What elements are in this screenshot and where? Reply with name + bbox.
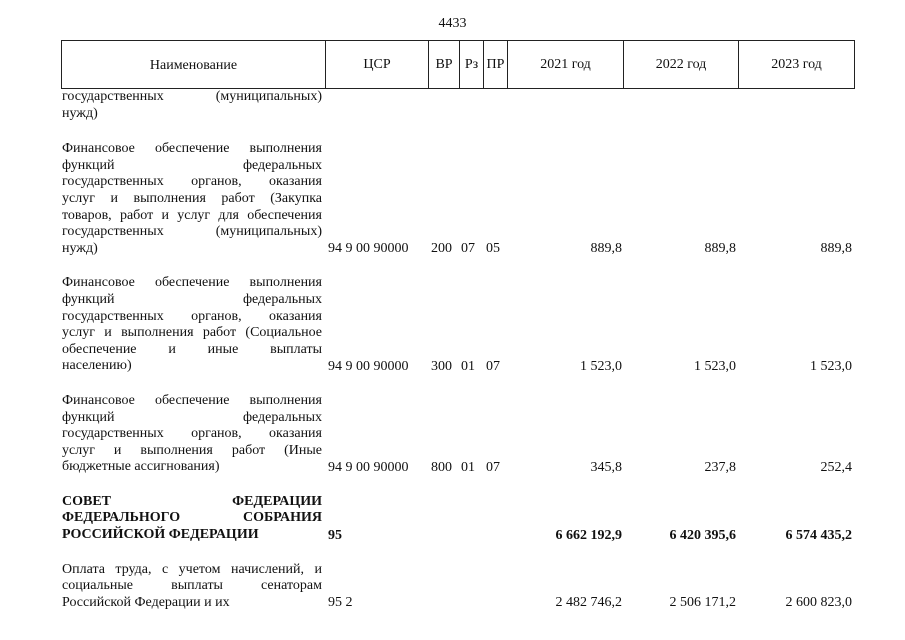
cell-csr: 94 9 00 90000 xyxy=(328,241,409,257)
cell-rz: 01 xyxy=(461,358,475,374)
cell-rz: 01 xyxy=(461,459,475,475)
cell-pr: 05 xyxy=(486,241,500,257)
column-header-csr: ЦСР xyxy=(326,41,429,89)
row-name-line: государственных органов, оказания xyxy=(62,174,322,190)
cell-csr: 95 xyxy=(328,527,342,543)
cell-2022: 889,8 xyxy=(704,241,736,257)
cell-2021: 345,8 xyxy=(590,459,622,475)
table-row xyxy=(62,141,854,257)
row-name-line: социальные выплаты сенаторам xyxy=(62,578,322,594)
cell-rz: 07 xyxy=(461,241,475,257)
cell-vr: 300 xyxy=(431,358,452,374)
cell-csr: 94 9 00 90000 xyxy=(328,459,409,475)
cell-vr: 800 xyxy=(431,459,452,475)
cell-2022: 237,8 xyxy=(704,459,736,475)
row-name-line: ФЕДЕРАЛЬНОГО СОБРАНИЯ xyxy=(62,510,322,526)
cell-2021: 889,8 xyxy=(590,241,622,257)
row-name-line: Российской Федерации и их xyxy=(62,594,230,610)
table-header xyxy=(61,40,855,89)
table-body xyxy=(62,89,854,629)
row-values xyxy=(62,105,854,122)
row-name-line: услуг и выполнения работ (Иные xyxy=(62,442,322,458)
row-name-line: Финансовое обеспечение выполнения xyxy=(62,141,322,157)
row-name-line: РОССИЙСКОЙ ФЕДЕРАЦИИ xyxy=(62,527,259,543)
row-values xyxy=(62,240,854,257)
row-name-line: услуг и выполнения работ (Социальное xyxy=(62,325,322,341)
row-values xyxy=(62,459,854,476)
cell-2023: 1 523,0 xyxy=(810,358,852,374)
column-header-2023: 2023 год xyxy=(739,41,855,89)
page-number: 4433 xyxy=(438,16,467,31)
cell-2021: 6 662 192,9 xyxy=(555,527,622,543)
cell-pr: 07 xyxy=(486,459,500,475)
cell-2021: 1 523,0 xyxy=(580,358,622,374)
table-row xyxy=(62,89,854,122)
table-row xyxy=(62,393,854,476)
table-row xyxy=(62,494,854,544)
cell-csr: 95 2 xyxy=(328,595,353,611)
row-values xyxy=(62,527,854,544)
row-name-line: населению) xyxy=(62,358,132,374)
cell-vr: 200 xyxy=(431,241,452,257)
table-row xyxy=(62,562,854,612)
cell-2022: 1 523,0 xyxy=(694,358,736,374)
column-header-pr: ПР xyxy=(484,41,508,89)
cell-csr: 94 9 00 90000 xyxy=(328,358,409,374)
row-name-line: СОВЕТ ФЕДЕРАЦИИ xyxy=(62,493,322,509)
row-values xyxy=(62,594,854,611)
table-row xyxy=(62,275,854,375)
row-name-line: функций федеральных xyxy=(62,157,322,173)
row-name-line: Финансовое обеспечение выполнения xyxy=(62,275,322,291)
row-name-line: Финансовое обеспечение выполнения xyxy=(62,392,322,408)
column-header-2021: 2021 год xyxy=(508,41,624,89)
row-name-line: государственных (муниципальных) xyxy=(62,89,322,104)
row-name-line: государственных (муниципальных) xyxy=(62,224,322,240)
row-name-line: функций федеральных xyxy=(62,409,322,425)
row-name-line: бюджетные ассигнования) xyxy=(62,459,220,475)
cell-2022: 2 506 171,2 xyxy=(669,595,736,611)
cell-2022: 6 420 395,6 xyxy=(669,527,736,543)
cell-2023: 252,4 xyxy=(820,459,852,475)
row-values xyxy=(62,358,854,375)
cell-pr: 07 xyxy=(486,358,500,374)
column-header-vr: ВР xyxy=(429,41,460,89)
row-name-line: Оплата труда, с учетом начислений, и xyxy=(62,561,322,577)
cell-2023: 2 600 823,0 xyxy=(785,595,852,611)
cell-2023: 889,8 xyxy=(820,241,852,257)
cell-2023: 6 574 435,2 xyxy=(785,527,852,543)
row-name-line: нужд) xyxy=(62,105,98,121)
column-header-name: Наименование xyxy=(62,41,326,89)
column-header-rz: Рз xyxy=(460,41,484,89)
row-name-line: государственных органов, оказания xyxy=(62,426,322,442)
row-name-line: нужд) xyxy=(62,240,98,256)
row-name-line: государственных органов, оказания xyxy=(62,308,322,324)
row-name-line: функций федеральных xyxy=(62,291,322,307)
column-header-2022: 2022 год xyxy=(624,41,739,89)
row-name-line: услуг и выполнения работ (Закупка xyxy=(62,190,322,206)
row-name-line: обеспечение и иные выплаты xyxy=(62,341,322,357)
cell-2021: 2 482 746,2 xyxy=(555,595,622,611)
row-name-line: товаров, работ и услуг для обеспечения xyxy=(62,207,322,223)
